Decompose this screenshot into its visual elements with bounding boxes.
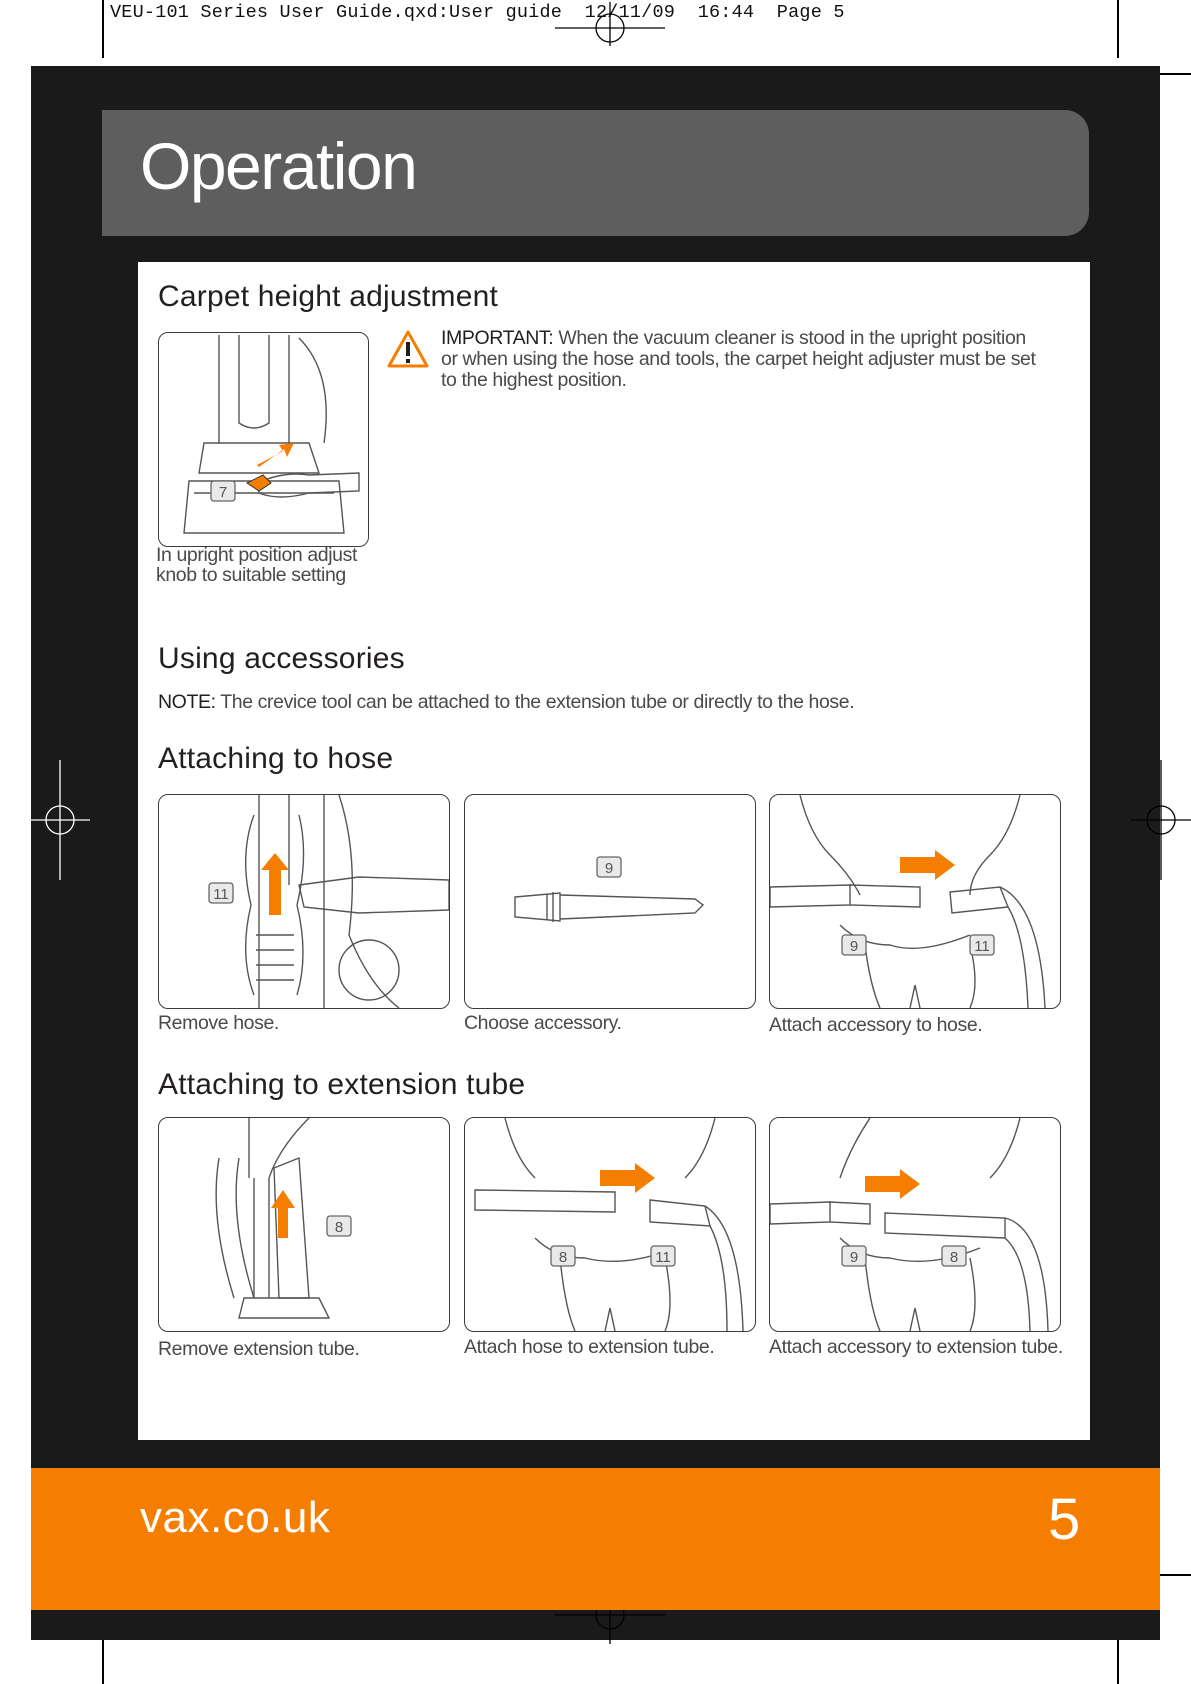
callout-number: 11	[974, 938, 990, 955]
callout-number: 7	[218, 484, 228, 501]
website-link[interactable]: vax.co.uk	[140, 1493, 331, 1542]
attach-accessory-to-hose-illustration	[769, 794, 1061, 1009]
callout-number: 9	[849, 938, 859, 955]
attach-accessory-to-extension-tube-caption: Attach accessory to extension tube.	[769, 1336, 1063, 1358]
page-title: Operation	[140, 129, 417, 203]
remove-extension-tube-illustration	[158, 1117, 450, 1332]
callout-number: 8	[334, 1219, 344, 1236]
callout-number: 8	[949, 1249, 959, 1266]
registration-mark-icon	[555, 2, 665, 46]
crop-mark	[102, 0, 104, 58]
content-area	[138, 262, 1090, 1440]
callout-number: 11	[655, 1249, 671, 1266]
choose-accessory-caption: Choose accessory.	[464, 1012, 622, 1034]
attach-hose-to-extension-tube-illustration	[464, 1117, 756, 1332]
carpet-height-illustration	[158, 332, 369, 547]
attaching-to-hose-heading: Attaching to hose	[158, 742, 394, 775]
page-number: 5	[1048, 1487, 1081, 1552]
remove-hose-illustration	[158, 794, 450, 1009]
using-accessories-heading: Using accessories	[158, 642, 405, 675]
attaching-to-extension-tube-heading: Attaching to extension tube	[158, 1068, 526, 1101]
accessories-note	[158, 692, 1078, 713]
attach-accessory-to-extension-tube-illustration	[769, 1117, 1061, 1332]
remove-hose-caption: Remove hose.	[158, 1012, 279, 1034]
callout-number: 9	[604, 860, 614, 877]
choose-accessory-illustration	[464, 794, 756, 1009]
callout-number: 9	[849, 1249, 859, 1266]
callout-number: 11	[213, 886, 229, 903]
print-slug-line: VEU-101 Series User Guide.qxd:User guide 12/11/09 16:44 Page 5	[110, 2, 845, 23]
crop-mark	[1117, 0, 1119, 58]
warning-triangle-icon	[387, 330, 429, 368]
registration-mark-icon	[30, 760, 90, 880]
attach-hose-to-extension-tube-caption: Attach hose to extension tube.	[464, 1336, 715, 1358]
carpet-height-heading: Carpet height adjustment	[158, 280, 499, 313]
note-label: NOTE:	[158, 691, 216, 713]
note-text: The crevice tool can be attached to the extension tube or directly to the hose.	[220, 691, 855, 713]
callout-number: 8	[558, 1249, 568, 1266]
remove-extension-tube-caption: Remove extension tube.	[158, 1338, 360, 1360]
important-notice	[441, 328, 1041, 391]
important-label: IMPORTANT:	[441, 327, 554, 349]
carpet-height-caption: In upright position adjust knob to suitable setting	[156, 544, 357, 586]
registration-mark-icon	[1131, 760, 1191, 880]
important-text: When the vacuum cleaner is stood in the upright position or when using the hose and tools, the carpet height adjuster must be set to the highest position.	[441, 327, 1036, 391]
attach-accessory-to-hose-caption: Attach accessory to hose.	[769, 1014, 983, 1036]
